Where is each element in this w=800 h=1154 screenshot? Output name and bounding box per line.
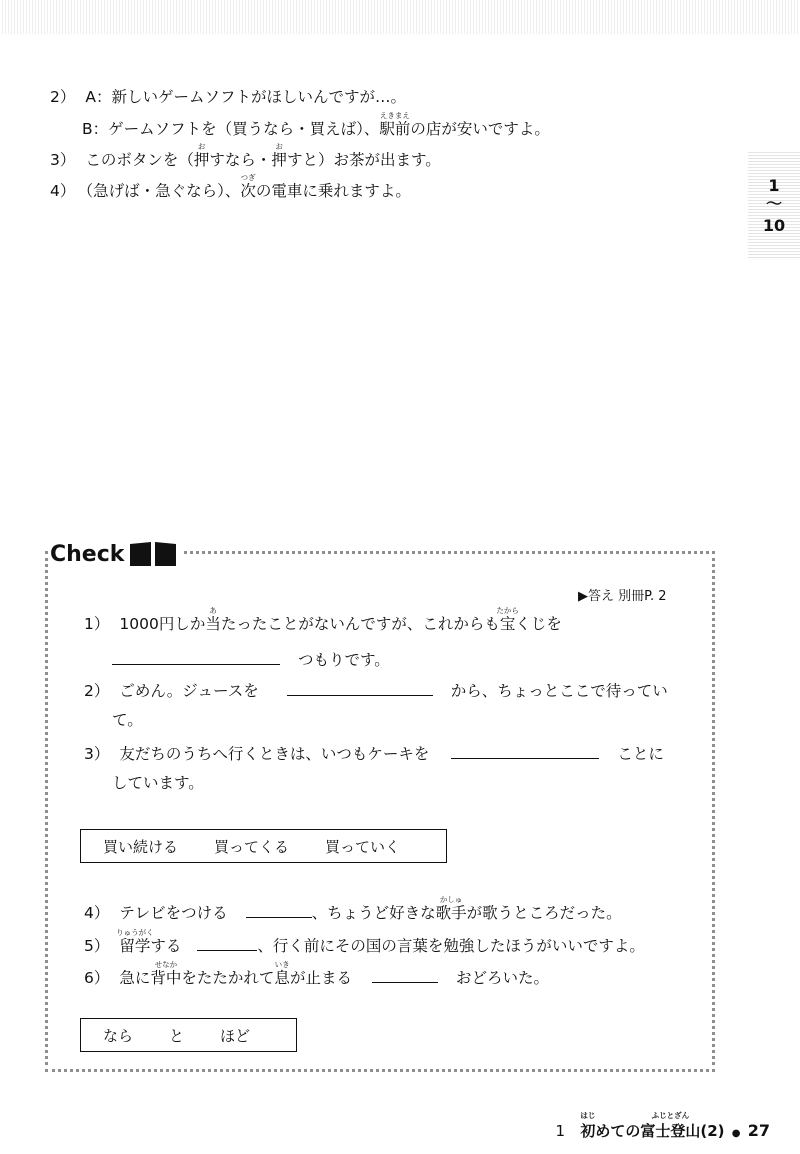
furigana: ふじとざん bbox=[651, 1111, 690, 1120]
answer-blank[interactable] bbox=[451, 744, 599, 759]
ruby-word: 歌手 かしゅ bbox=[435, 895, 467, 922]
text-segment: A：新しいゲームソフトがほしいんですが…。 bbox=[85, 88, 406, 106]
furigana: せなか bbox=[154, 960, 178, 969]
choice-word: 買っていく bbox=[325, 837, 401, 856]
text-segment: テレビをつける bbox=[119, 904, 228, 922]
text-segment: すと）お茶が出ます。 bbox=[286, 151, 441, 169]
answer-blank[interactable] bbox=[372, 968, 438, 983]
item-number: 2） bbox=[50, 88, 76, 106]
choice-word: 買い続ける bbox=[103, 837, 179, 856]
choice-word: と bbox=[169, 1026, 185, 1045]
text-segment: おどろいた。 bbox=[455, 969, 549, 987]
chapter-range-start: 1 bbox=[768, 176, 780, 195]
check-item-3-line1 bbox=[84, 744, 664, 763]
header-shading bbox=[0, 0, 800, 34]
page-number: 27 bbox=[747, 1121, 770, 1140]
ruby-word: 当 あ bbox=[205, 606, 221, 633]
check-title: Check bbox=[50, 541, 125, 567]
item-number: 5） bbox=[84, 937, 110, 955]
text-segment: B：ゲームソフトを（買うなら・買えば）、 bbox=[82, 120, 380, 138]
text-segment: する bbox=[150, 937, 182, 955]
text-segment: くじを bbox=[515, 615, 562, 633]
choice-word: なら bbox=[103, 1026, 134, 1045]
text-segment: が歌うところだった。 bbox=[466, 904, 622, 922]
exercise-line-3 bbox=[50, 142, 441, 169]
text-segment: 急に bbox=[119, 969, 151, 987]
ruby-word: 背中 せなか bbox=[150, 960, 182, 987]
ruby-word: 初 はじ bbox=[580, 1111, 596, 1140]
check-item-1-line1 bbox=[84, 606, 562, 633]
furigana: お bbox=[197, 142, 206, 151]
check-item-2-line2 bbox=[112, 713, 143, 729]
bullet-icon: ● bbox=[731, 1128, 741, 1139]
text-segment: しています。 bbox=[112, 774, 204, 792]
check-item-4 bbox=[84, 895, 622, 922]
item-number: 1） bbox=[84, 615, 110, 633]
answer-blank[interactable] bbox=[112, 650, 280, 665]
text-segment: めての bbox=[595, 1122, 641, 1140]
check-item-2-line1 bbox=[84, 681, 668, 700]
ruby-word: 駅前 えきまえ bbox=[379, 111, 411, 138]
furigana: たから bbox=[496, 606, 519, 615]
ruby-word: 次 つぎ bbox=[240, 173, 256, 200]
exercise-line-2b bbox=[82, 111, 550, 138]
ruby-word: 押 お bbox=[271, 142, 287, 169]
text-segment: をたたかれて bbox=[181, 969, 275, 987]
open-book-icon bbox=[128, 540, 178, 568]
item-number: 4） bbox=[50, 182, 76, 200]
text-segment: 1000円しか bbox=[119, 615, 206, 633]
furigana: えきまえ bbox=[379, 111, 410, 120]
chapter-number: 1 bbox=[555, 1122, 566, 1140]
text-segment: すなら・ bbox=[209, 151, 272, 169]
check-item-6 bbox=[84, 960, 549, 987]
item-number: 3） bbox=[50, 151, 76, 169]
text-segment: ごめん。ジュースを bbox=[119, 682, 259, 700]
choice-word: ほど bbox=[220, 1026, 251, 1045]
word-choice-box-2 bbox=[80, 1018, 297, 1052]
furigana: あ bbox=[209, 606, 217, 615]
furigana: りゅうがく bbox=[116, 928, 154, 937]
exercise-line-2a bbox=[50, 90, 406, 106]
item-number: 4） bbox=[84, 904, 110, 922]
furigana: かしゅ bbox=[439, 895, 463, 904]
answer-blank[interactable] bbox=[197, 936, 257, 951]
answer-blank[interactable] bbox=[246, 903, 312, 918]
furigana: つぎ bbox=[240, 173, 256, 182]
text-segment: （急げば・急ぐなら）、 bbox=[85, 182, 241, 200]
word-choice-box-1 bbox=[80, 829, 447, 863]
ruby-word: 息 いき bbox=[274, 960, 290, 987]
chapter-range-end: 10 bbox=[762, 216, 786, 235]
text-segment: の電車に乗れますよ。 bbox=[255, 182, 411, 200]
ruby-word: 宝 たから bbox=[496, 606, 519, 633]
text-segment: 友だちのうちへ行くときは、いつもケーキを bbox=[119, 745, 430, 763]
ruby-word: 押 お bbox=[193, 142, 210, 169]
text-segment: たったことがないんですが、これからも bbox=[220, 615, 500, 633]
text-segment: て。 bbox=[112, 711, 143, 729]
ruby-word: 留学 りゅうがく bbox=[116, 928, 154, 955]
text-segment: このボタンを（ bbox=[85, 151, 194, 169]
text-segment: が止まる bbox=[289, 969, 352, 987]
text-segment: 、行く前にその国の言葉を勉強したほうがいいですよ。 bbox=[257, 937, 645, 955]
text-segment: 、ちょうど好きな bbox=[311, 904, 436, 922]
choice-word: 買ってくる bbox=[214, 837, 290, 856]
item-number: 6） bbox=[84, 969, 110, 987]
furigana: はじ bbox=[580, 1111, 596, 1120]
furigana: いき bbox=[274, 960, 290, 969]
item-number: 2） bbox=[84, 682, 110, 700]
text-segment: から、ちょっとここで待ってい bbox=[450, 682, 668, 700]
check-item-1-line2 bbox=[112, 650, 390, 669]
check-item-5 bbox=[84, 928, 645, 955]
check-item-3-line2 bbox=[112, 776, 204, 792]
text-segment: (2) bbox=[700, 1122, 725, 1140]
exercise-line-4 bbox=[50, 173, 411, 200]
page-footer bbox=[555, 1111, 770, 1141]
item-number: 3） bbox=[84, 745, 110, 763]
text-segment: ことに bbox=[617, 745, 664, 763]
answer-reference: ▶答え 別冊P. 2 bbox=[578, 589, 667, 604]
text-segment: の店が安いですよ。 bbox=[410, 120, 550, 138]
chapter-range-separator: 〜 bbox=[765, 194, 782, 213]
ruby-word: 富士登山 ふじとざん bbox=[640, 1111, 701, 1140]
text-segment: つもりです。 bbox=[298, 651, 390, 669]
furigana: お bbox=[275, 142, 283, 151]
chapter-title bbox=[580, 1111, 725, 1140]
answer-blank[interactable] bbox=[287, 681, 433, 696]
check-heading bbox=[48, 540, 184, 568]
